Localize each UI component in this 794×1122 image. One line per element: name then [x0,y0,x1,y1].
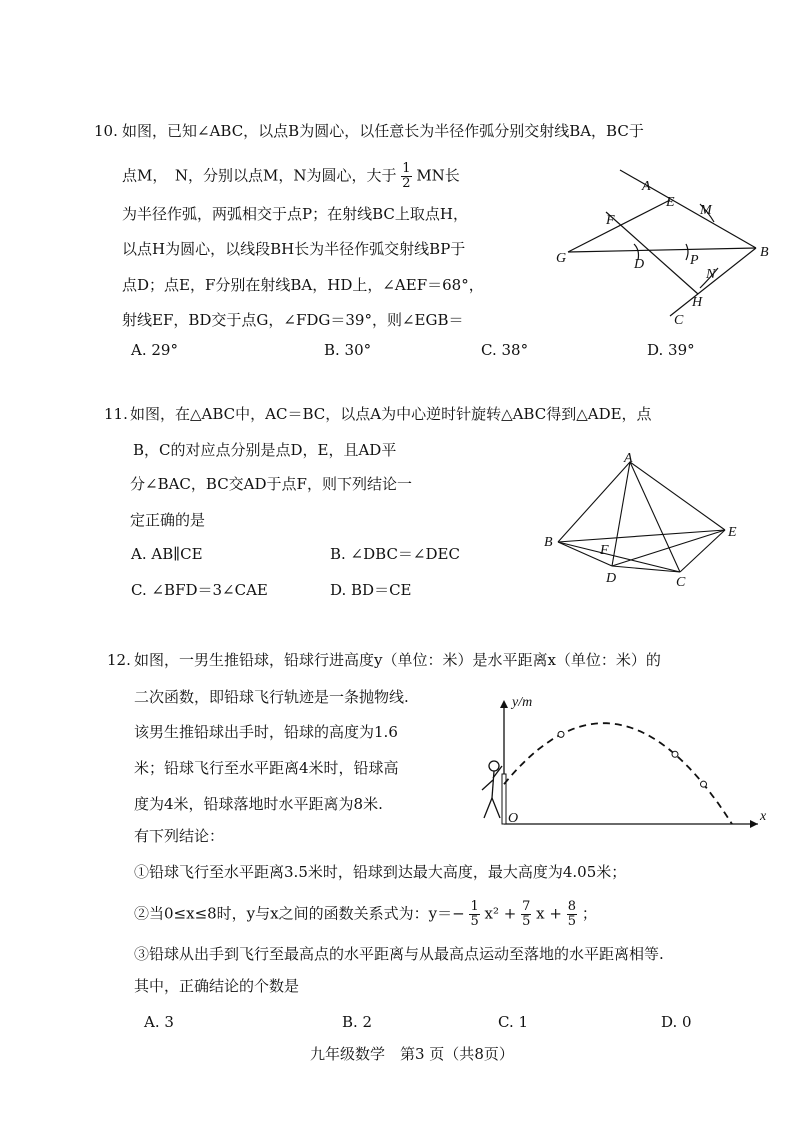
q10-option-a[interactable]: A. 29° [131,341,178,359]
label-N: N [706,267,716,282]
label-M: M [700,203,712,218]
label-C: C [676,575,686,590]
label-E: E [728,525,737,540]
x-axis-label: x [760,809,767,824]
seg-AD [612,462,630,566]
q12-frac-3 [567,900,577,929]
q10-number: 10. [94,122,118,140]
q10-frac-num: 1 [402,161,411,176]
q10-option-b[interactable]: B. 30° [324,341,372,359]
q12-line4: 米；铅球飞行至水平距离4米时，铅球高 [134,759,399,777]
q12-c2c: x + [536,904,562,923]
trajectory-curve [504,723,732,824]
q12-line1: 如图，一男生推铅球，铅球行进高度y（单位：米）是水平距离x（单位：米）的 [134,651,661,669]
ray-BA [620,170,756,248]
label-F: F [606,213,615,228]
q12-final-line: 其中，正确结论的个数是 [134,977,300,995]
q11-option-c[interactable]: C. ∠BFD＝3∠CAE [131,581,268,599]
label-F: F [600,543,609,558]
q10-fraction [401,162,411,191]
ray-BP [568,248,756,252]
q10-option-d[interactable]: D. 39° [647,341,695,359]
q11-option-a[interactable]: A. AB∥CE [131,545,203,563]
y-axis-arrow [500,700,508,708]
line-HD [606,212,698,294]
trajectory-point [701,781,707,787]
q11-line2: B，C的对应点分别是点D，E，且AD平 [133,441,397,459]
origin-label: O [508,811,519,826]
q12-conclusion-2 [134,900,597,929]
q12-line6: 有下列结论： [134,827,225,845]
q10-figure [550,160,790,330]
q11-line4: 定正确的是 [130,511,206,529]
q11-option-d[interactable]: D. BD＝CE [330,581,412,599]
q12-frac-2-num: 7 [522,899,531,914]
q12-line5: 度为4米，铅球落地时水平距离为8米. [134,795,383,813]
page-footer: 九年级数学 第3 页（共8页） [310,1045,514,1063]
q11-option-b[interactable]: B. ∠DBC＝∠DEC [330,545,460,563]
arc-P [686,244,688,260]
seg-BE [558,530,725,542]
q12-option-a[interactable]: A. 3 [144,1013,174,1031]
label-D: D [606,571,617,586]
label-D: D [634,257,645,272]
label-B: B [544,535,553,550]
trajectory-point [558,731,564,737]
q11-line1: 如图，在△ABC中，AC＝BC，以点A为中心逆时针旋转△ABC得到△ADE，点 [130,405,652,423]
q12-conclusion-3: ③铅球从出手到飞行至最高点的水平距离与从最高点运动至落地的水平距离相等. [134,945,664,963]
q12-frac-1 [469,900,479,929]
seg-AB [558,462,630,542]
label-C: C [674,313,684,328]
q12-c2b: x² + [484,904,517,923]
q12-option-c[interactable]: C. 1 [498,1013,529,1031]
q12-frac-3-num: 8 [567,899,577,914]
q10-line4: 以点H为圆心，以线段BH长为半径作弧交射线BP于 [122,240,466,258]
label-E: E [666,195,675,210]
label-B: B [760,245,769,260]
q10-line3: 为半径作弧，两弧相交于点P；在射线BC上取点H， [122,205,468,223]
ray-BC [670,248,756,316]
q10-line2a: 点M， N，分别以点M，N为圆心，大于 [122,166,397,185]
q12-conclusion-1: ①铅球飞行至水平距离3.5米时，铅球到达最大高度，最大高度为4.05米； [134,863,627,881]
q12-frac-1-den: 5 [470,914,479,929]
y-axis-label: y/m [512,695,533,710]
q12-line2: 二次函数，即铅球飞行轨迹是一条抛物线. [134,688,409,706]
label-H: H [692,295,703,310]
q12-frac-1-num: 1 [470,899,479,914]
label-A: A [624,451,633,466]
q10-line5: 点D；点E，F分别在射线BA，HD上，∠AEF＝68°， [122,276,484,294]
seg-AE [630,462,725,530]
q12-option-d[interactable]: D. 0 [661,1013,692,1031]
seg-CE [680,530,725,572]
label-G: G [556,251,567,266]
label-P: P [690,253,699,268]
label-A: A [642,179,651,194]
q12-frac-3-den: 5 [567,914,577,929]
q10-option-c[interactable]: C. 38° [481,341,529,359]
q10-frac-den: 2 [402,176,411,191]
q12-line3: 该男生推铅球出手时，铅球的高度为1.6 [134,723,398,741]
q12-c2a: ②当0≤x≤8时，y与x之间的函数关系式为：y＝− [134,904,465,923]
q10-line2 [122,162,460,191]
q11-figure [540,450,760,600]
q11-number: 11. [104,405,128,423]
q10-line1: 如图，已知∠ABC，以点B为圆心，以任意长为半径作弧分别交射线BA，BC于 [122,122,644,140]
seg-AC [630,462,680,572]
seg-BC [558,542,680,572]
q12-c2d: ； [581,904,597,923]
x-axis-arrow [750,820,758,828]
q12-figure [470,690,770,840]
q10-line2b: MN长 [416,166,460,185]
q10-line6: 射线EF，BD交于点G，∠FDG＝39°，则∠EGB＝ [122,311,464,329]
q12-frac-2 [521,900,531,929]
trajectory-point [672,751,678,757]
q12-frac-2-den: 5 [522,914,531,929]
shot-putter-figure [482,761,502,818]
q11-line3: 分∠BAC，BC交AD于点F，则下列结论一 [130,475,412,493]
q12-number: 12. [107,651,131,669]
q12-option-b[interactable]: B. 2 [342,1013,373,1031]
seg-DE [612,530,725,566]
ray-EF [568,200,670,252]
